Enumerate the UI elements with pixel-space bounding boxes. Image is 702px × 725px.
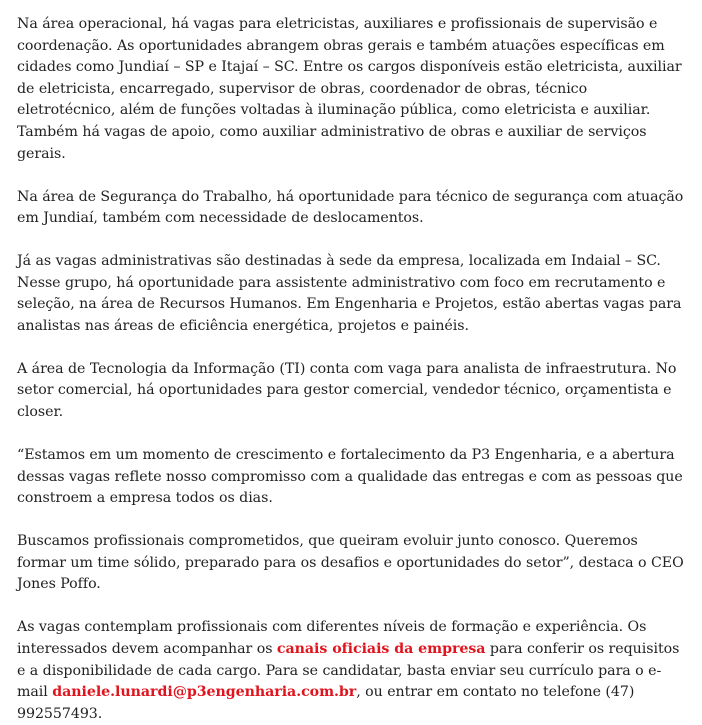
paragraph-seguranca: Na área de Segurança do Trabalho, há oportunidade para técnico de segurança com atuação em Jundiaí, também com necessidade de deslocamentos.	[17, 188, 684, 227]
paragraph-candidatura	[17, 617, 686, 725]
paragraph-ti-comercial: A área de Tecnologia da Informação (TI) conta com vaga para analista de infraestrutura. No setor comercial, há oportunidades para gestor comercial, vendedor técnico, orçamentista e closer.	[17, 360, 677, 421]
paragraph-quote-part1: “Estamos em um momento de crescimento e fortalecimento da P3 Engenharia, e a abertura dessas vagas reflete nosso compromisso com a qualidade das entregas e com as pessoas que constroem a empresa todos os dias.	[17, 447, 683, 507]
email-link[interactable]: daniele.lunardi@p3engenharia.com.br	[52, 684, 357, 701]
paragraph-quote-part2: Buscamos profissionais comprometidos, que queiram evoluir junto conosco. Queremos formar um time sólido, preparado para os desafios e oportunidades do setor”, destaca o CEO Jones Poffo.	[17, 533, 684, 593]
candidatura-text-middle: para conferir os requisitos e a disponibilidade de cada cargo. Para se candidatar, basta enviar seu currículo para o e-mail	[17, 641, 680, 701]
paragraph-administrativo: Já as vagas administrativas são destinadas à sede da empresa, localizada em Indaial – SC. Nesse grupo, há oportunidade para assistente administrativo com foco em recrutamento e seleção, na área de Recursos Humanos. Em Engenharia e Projetos, estão abertas vagas para analistas nas áreas de eficiência energética, projetos e painéis.	[17, 253, 682, 334]
canais-oficiais-link[interactable]: canais oficiais da empresa	[276, 641, 486, 657]
candidatura-text-before: As vagas contemplam profissionais com diferentes níveis de formação e experiência. Os interessados devem acompanhar os	[17, 619, 647, 657]
candidatura-text-after: , ou entrar em contato no telefone (47) 992557493.	[17, 684, 635, 722]
paragraph-operacional: Na área operacional, há vagas para eletricistas, auxiliares e profissionais de supervisão e coordenação. As oportunidades abrangem obras gerais e também atuações específicas em cidades como Jundiaí – SP e Itajaí – SC. Entre os cargos disponíveis estão eletricista, auxiliar de eletricista, encarregado, supervisor de obras, coordenador de obras, técnico eletrotécnico, além de funções voltadas à iluminação pública, como eletricista e auxiliar. Também há vagas de apoio, como auxiliar administrativo de obras e auxiliar de serviços gerais.	[17, 16, 682, 162]
